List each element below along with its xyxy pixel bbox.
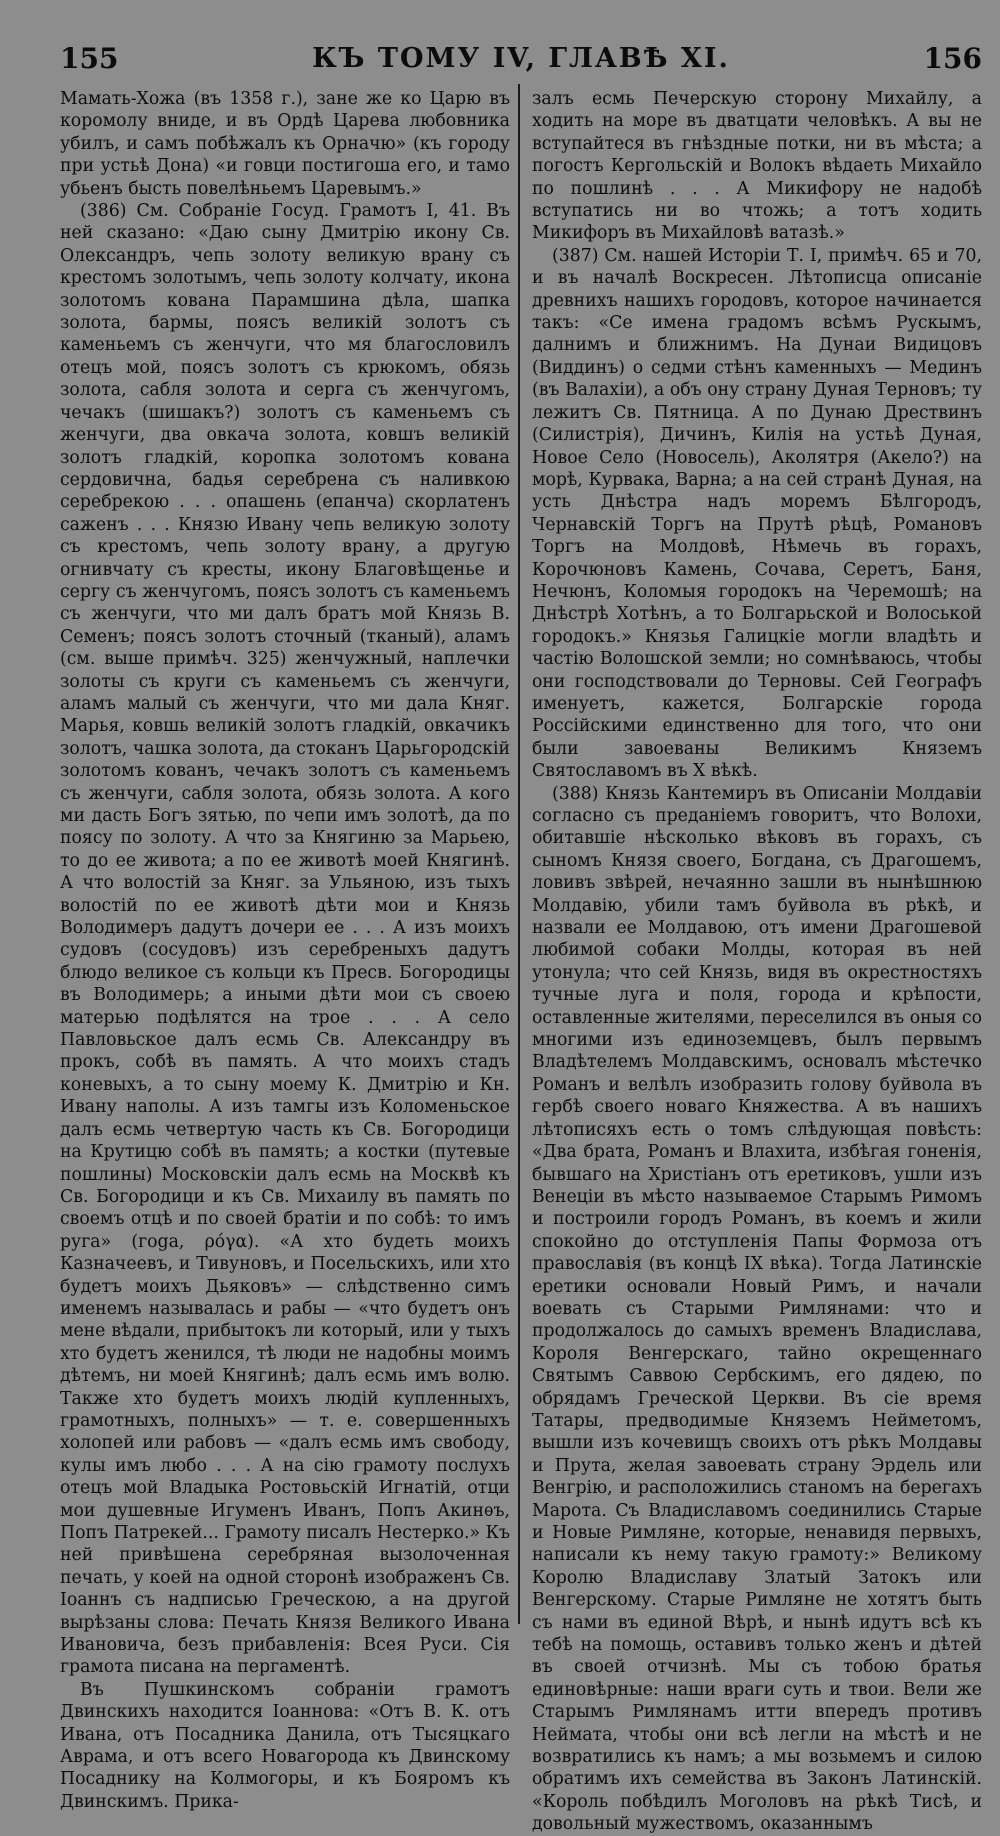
- paragraph: (387) См. нашей Исторіи Т. I, примѣч. 65 и 70, и въ началѣ Воскресен. Лѣтописца описаніе древнихъ нашихъ городовъ, которое начинается такъ: «Се имена градомъ всѣмъ Рускымъ, далнимъ и ближнимъ. На Дунаи Видицовъ (Виддинъ) о седми стѣнъ каменныхъ — Мединъ (въ Валахіи), а объ ону страну Дуная Терновъ; ту лежитъ Св. Пятница. А по Дунаю Дрествинъ (Силистрія), Дичинъ, Килія на устьѣ Дуная, Новое Село (Новосель), Аколятря (Акело?) на морѣ, Курвака, Варна; а на сей странѣ Дуная, на усть Днѣстра надъ моремъ Бѣлгородъ, Чернавскій Торгъ на Прутѣ рѣцѣ, Романовъ Торгъ на Молдовѣ, Нѣмечь въ горахъ, Корочюновъ Камень, Сочава, Серетъ, Баня, Нечюнъ, Коломыя городокъ на Черемошѣ; на Днѣстрѣ Хотѣнъ, а то Болгарьской и Волоськой городокъ.» Князья Галицкіе могли владѣть и частію Волошской земли; но сомнѣваюсь, чтобы они господствовали до Терновы. Сей Географъ именуетъ, кажется, Болгарскіе города Россійскими единственно для того, что они были завоеваны Великимъ Княземъ Святославомъ въ X вѣкѣ.: [532, 245, 982, 782]
- paragraph: (386) См. Собраніе Госуд. Грамотъ I, 41. Въ ней сказано: «Даю сыну Дмитрію икону Св. Олександръ, чепь золоту великую врану съ крестомъ золотымъ, чепь золоту колчату, икона золотомъ кована Парамшина дѣла, шапка золота, бармы, поясъ великій золотъ съ каменьемъ съ женчуги, что мя благословилъ отецъ мой, поясъ золотъ съ крюкомъ, обязь золота, сабля золота и серга съ женчугомъ, чечакъ (шишакъ?) золотъ съ каменьемъ съ женчуги, два овкача золота, ковшъ великій золотъ гладкій, коропка золотомъ кована сердовична, бадья серебрена съ наливкою серебрекою . . . опашень (епанча) скорлатенъ саженъ . . . Князю Ивану чепь великую золоту съ крестомъ, чепь золоту врану, а другую огнивчату съ кресты, икону Благовѣщенье и сергу съ женчугомъ, поясъ золотъ съ каменьемъ съ женчуги, что ми далъ братъ мой Князь В. Семенъ; поясъ золотъ сточный (тканый), аламъ (см. выше примѣч. 325) женчужный, наплечки золоты съ круги съ каменьемъ съ женчуги, аламъ малый съ женчуги, что ми дала Княг. Марья, ковшь великій золотъ гладкій, овкачикъ золотъ, чашка золота, да стоканъ Царьгородскій золотомъ кованъ, чечакъ золотъ съ каменьемъ съ женчуги, сабля золота, обязь золота. А кого ми дасть Богъ зятью, по чепи имъ золотѣ, да по поясу по золоту. А что за Княгиню за Марьею, то до ее живота; а по ее животѣ моей Княгинѣ. А что волостій за Княг. за Ульяною, изъ тыхъ волостій по ее животѣ дѣти мои и Князь Володимеръ дадутъ дочери ее . . . А изъ моихъ судовъ (сосудовъ) изъ серебреныхъ дадутъ блюдо великое съ кольци къ Пресв. Богородицы въ Володимерь; а иными дѣти мои съ своею матерью подѣлятся на трое . . . А село Павловьское далъ есмь Св. Александру въ прокъ, собѣ въ память. А что моихъ стадъ коневыхъ, а то сыну моему К. Дмитрію и Кн. Ивану наполы. А изъ тамгы изъ Коломеньское далъ есмь четвертую часть къ Св. Богородици на Крутицю собѣ въ память; а костки (путевые пошлины) Московскіи далъ есмь на Москвѣ къ Св. Богородици и къ Св. Михаилу въ память по своемъ отцѣ и по своей братіи и по собѣ: то имъ руга» (гоga, ρόγα). «А хто будеть моихъ Казначеевъ, и Тивуновъ, и Посельскихъ, или хто будетъ моихъ Дьяковъ» — слѣдственно симъ именемъ называлась и рабы — «что будетъ онъ мене вѣдали, прибытокъ ли который, или у тыхъ хто будетъ женился, тѣ люди не надобны моимъ дѣтемъ, ни моей Княгинѣ; далъ есмь имъ волю. Также хто будетъ моихъ людій купленныхъ, грамотныхъ, полныхъ» — т. е. совершенныхъ холопей или рабовъ — «далъ есмь имъ свободу, кулы имъ любо . . . А на сію грамоту послухъ отецъ мой Владыка Ростовьскій Игнатій, отци мои душевные Игуменъ Иванъ, Попъ Акинѳъ, Попъ Патрекей... Грамоту писалъ Нестерко.» Къ ней привѣшена серебряная вызолоченная печать, у коей на одной сторонѣ изображенъ Св. Іоаннъ съ надписью Греческою, а на другой вырѣзаны слова: Печать Князя Великого Ивана Ивановича, безъ прибавленія: Всея Руси. Сія грамота писана на пергаментѣ.: [60, 201, 510, 1678]
- column-divider: [518, 84, 520, 1624]
- page-number-right: 156: [923, 41, 982, 75]
- paragraph: (388) Князь Кантемиръ въ Описаніи Молдавіи согласно съ преданіемъ говоритъ, что Волохи, обитавшіе нѣсколько вѣковъ въ горахъ, съ сыномъ Князя своего, Богдана, съ Драгошемъ, ловивъ звѣрей, нечаянно зашли въ нынѣшнюю Молдавію, убили тамъ буйвола въ рѣкѣ, и назвали ее Молдавою, отъ имени Драгошевой любимой собаки Молды, которая въ ней утонула; что сей Князь, видя въ окрестностяхъ тучные луга и поля, города и крѣпости, оставленные жителями, переселился въ оныя со многими изъ единоземцевъ, былъ первымъ Владѣтелемъ Молдавскимъ, основалъ мѣстечко Романъ и велѣлъ изобразить голову буйвола въ гербѣ своего новаго Княжества. А въ нашихъ лѣтописяхъ есть о томъ слѣдующая повѣсть: «Два брата, Романъ и Влахита, избѣгая гоненія, бывшаго на Христіанъ отъ еретиковъ, ушли изъ Венеціи въ мѣсто называемое Старымъ Римомъ и построили городъ Романъ, въ коемъ и жили спокойно до отступленія Папы Формоза отъ православія (въ концѣ IX вѣка). Тогда Латинскіе еретики основали Новый Римъ, и начали воевать съ Старыми Римлянами: что и продолжалось до самыхъ временъ Владислава, Короля Венгерскаго, тайно окрещеннаго Святымъ Саввою Сербскимъ, его дядею, по обрядамъ Греческой Церкви. Въ сіе время Татары, предводимые Княземъ Нейметомъ, вышли изъ кочевищъ своихъ отъ рѣкъ Молдавы и Прута, желая завоевать страну Эрдель или Венгрію, и расположились станомъ на берегахъ Марота. Съ Владиславомъ соединились Старые и Новые Римляне, которые, ненавидя первыхъ, написали къ нему такую грамоту:» Великому Королю Владиславу Златый Затокъ или Венгерскому. Старые Римляне не хотятъ быть съ нами въ единой Вѣрѣ, и нынѣ идутъ всѣ къ тебѣ на помощь, оставивъ только женъ и дѣтей въ своей отчизнѣ. Мы съ тобою братья единовѣрные: наши враги суть и твои. Вели же Старымъ Римлянамъ итти впередъ противъ Неймата, чтобы они всѣ легли на мѣстѣ и не возвратились къ намъ; а мы возьмемъ и силою обратимъ ихъ семейства въ Законъ Латинскій. «Король побѣдилъ Моголовъ на рѣкѣ Тисѣ, и довольный мужествомъ, оказаннымъ: [532, 783, 982, 1835]
- right-column: [532, 88, 982, 1835]
- running-title: КЪ ТОМУ IV, ГЛАВѢ XI.: [312, 42, 730, 74]
- paragraph: Въ Пушкинскомъ собраніи грамотъ Двинскихъ находится Іоаннова: «Отъ В. К. отъ Ивана, отъ Посадника Данила, отъ Тысяцкаго Аврама, и отъ всего Новагорода къ Двинскому Посаднику на Колмогоры, и къ Бояромъ къ Двинскимъ. Прика-: [60, 1679, 510, 1812]
- paragraph: Мамать-Хожа (въ 1358 г.), зане же ко Царю въ коромолу вниде, и въ Ордѣ Царева любовника убилъ, и самъ побѣжалъ къ Орначю» (къ городу при устьѣ Дона) «и говци постигоша его, и тамо убьенъ бысть повелѣньемъ Царевымъ.»: [60, 89, 510, 199]
- page-number-left: 155: [60, 41, 119, 75]
- paragraph: залъ есмь Печерскую сторону Михайлу, а ходить на море въ дватцати человѣкъ. А вы не вступайтеся въ гнѣздные потки, ни въ мѣста; а погостъ Кергольскій и Волокъ вѣдаеть Михайло по пошлинѣ . . . А Микифору не надобѣ вступатись ни во чтожь; а тотъ ходить Микифоръ въ Михайловѣ ватазѣ.»: [532, 89, 982, 244]
- left-column: [60, 88, 510, 1812]
- page-header: [60, 38, 982, 78]
